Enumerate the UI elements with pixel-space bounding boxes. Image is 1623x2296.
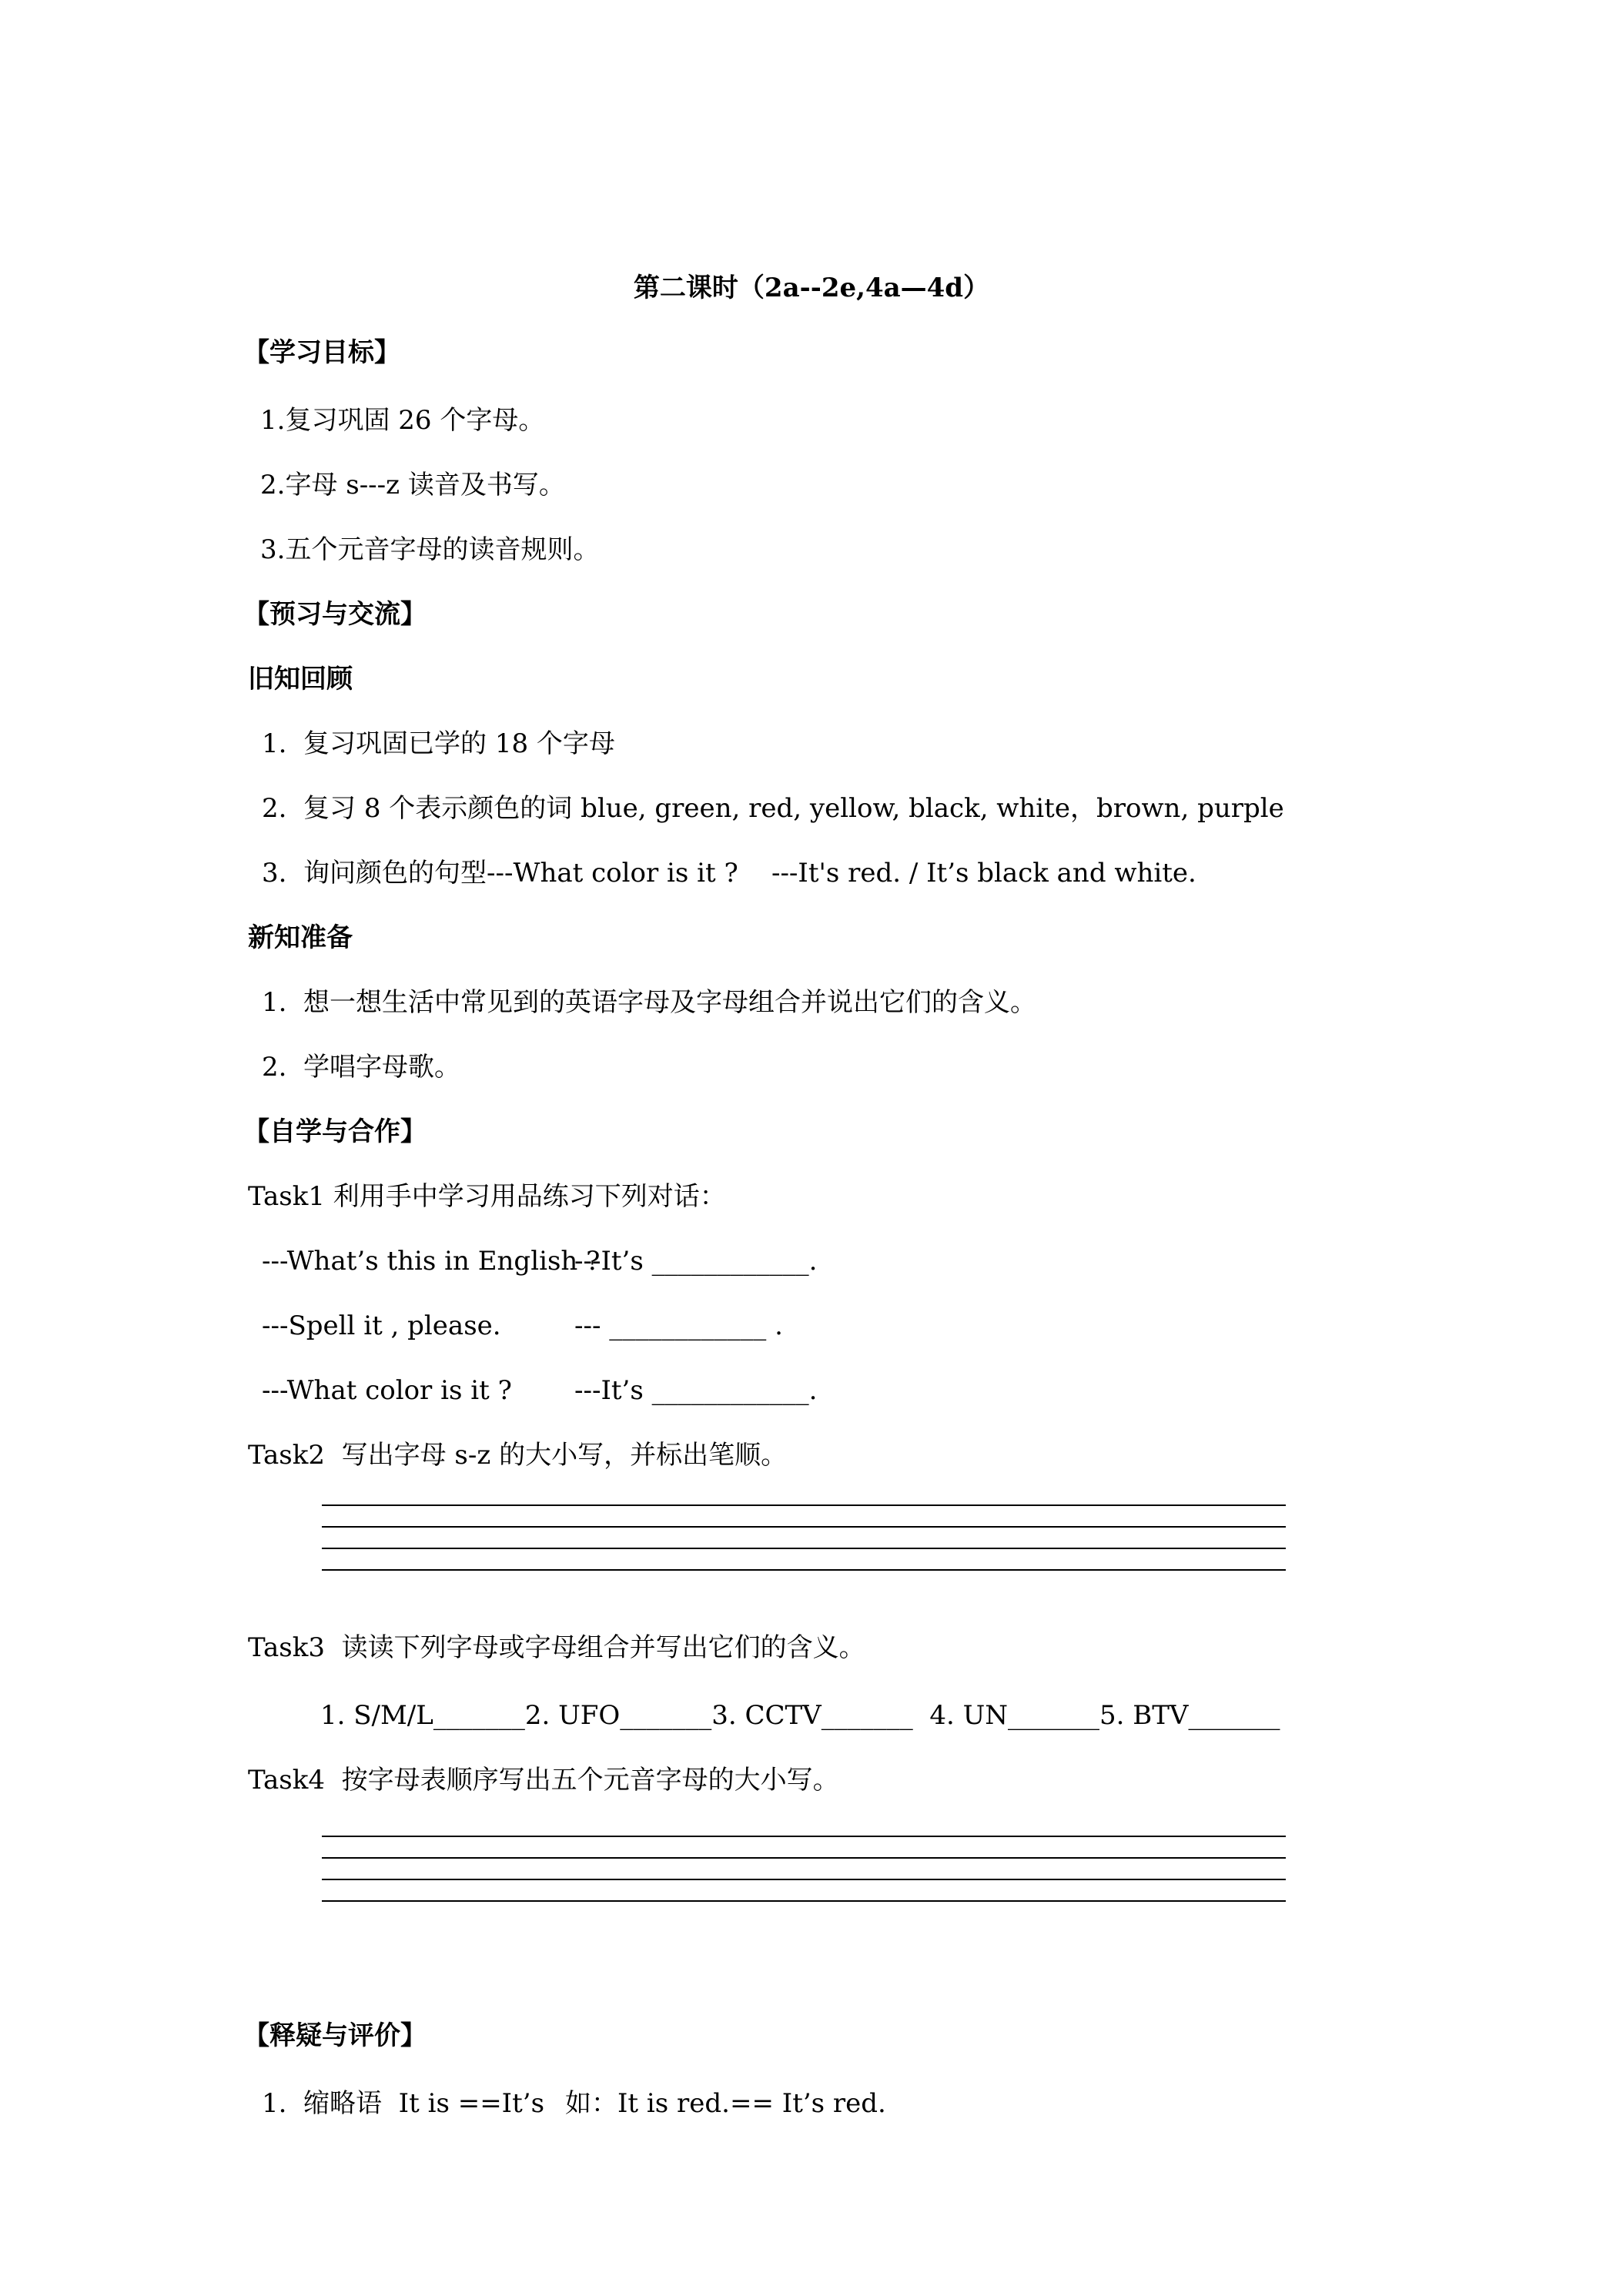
writing-line bbox=[322, 1836, 1286, 1837]
writing-line bbox=[322, 1879, 1286, 1880]
writing-line bbox=[322, 1569, 1286, 1571]
writing-line bbox=[322, 1504, 1286, 1506]
writing-line bbox=[322, 1900, 1286, 1902]
page-title: 第二课时（2a--2e,4a—4d） bbox=[633, 273, 990, 303]
prepare-subheading: 新知准备 bbox=[248, 922, 353, 953]
preview-heading: 【预习与交流】 bbox=[243, 599, 427, 630]
writing-line bbox=[322, 1857, 1286, 1859]
objective-item: 2.字母 s---z 读音及书写。 bbox=[260, 470, 565, 500]
evaluation-term: 1. 缩略语 It is ==It’s bbox=[262, 2088, 545, 2119]
task4-label: Task4 按字母表顺序写出五个元音字母的大小写。 bbox=[248, 1765, 839, 1796]
dialogue-answer: ---It’s ____________. bbox=[574, 1375, 818, 1406]
objectives-heading: 【学习目标】 bbox=[243, 337, 400, 368]
evaluation-heading: 【释疑与评价】 bbox=[243, 2020, 427, 2051]
review-subheading: 旧知回顾 bbox=[248, 664, 353, 694]
dialogue-question: ---What color is it ? bbox=[262, 1375, 512, 1406]
review-item: 2. 复习 8 个表示颜色的词 blue, green, red, yellow, black, white，brown, purple bbox=[262, 793, 1284, 824]
evaluation-example: 如：It is red.== It’s red. bbox=[565, 2088, 886, 2119]
task3-label: Task3 读读下列字母或字母组合并写出它们的含义。 bbox=[248, 1632, 865, 1663]
writing-line bbox=[322, 1526, 1286, 1528]
prepare-item: 1. 想一想生活中常见到的英语字母及字母组合并说出它们的含义。 bbox=[262, 987, 1037, 1018]
review-item: 3. 询问颜色的句型---What color is it ? ---It's red. / It’s black and white. bbox=[262, 858, 1196, 889]
review-item: 1. 复习巩固已学的 18 个字母 bbox=[262, 728, 615, 759]
dialogue-answer: --- ____________ . bbox=[574, 1310, 783, 1341]
prepare-item: 2. 学唱字母歌。 bbox=[262, 1052, 461, 1083]
objective-item: 1.复习巩固 26 个字母。 bbox=[260, 405, 545, 436]
task1-label: Task1 利用手中学习用品练习下列对话： bbox=[248, 1181, 726, 1212]
dialogue-answer: ---It’s ____________. bbox=[574, 1246, 818, 1277]
objective-item: 3.五个元音字母的读音规则。 bbox=[260, 534, 600, 565]
selfstudy-heading: 【自学与合作】 bbox=[243, 1116, 427, 1147]
writing-line bbox=[322, 1548, 1286, 1549]
task2-label: Task2 写出字母 s-z 的大小写，并标出笔顺。 bbox=[248, 1440, 788, 1471]
dialogue-question: ---What’s this in English ? bbox=[262, 1246, 601, 1277]
dialogue-question: ---Spell it , please. bbox=[262, 1310, 501, 1341]
task3-items: 1. S/M/L_______2. UFO_______3. CCTV_______ 4. UN_______5. BTV_______ bbox=[320, 1700, 1280, 1731]
